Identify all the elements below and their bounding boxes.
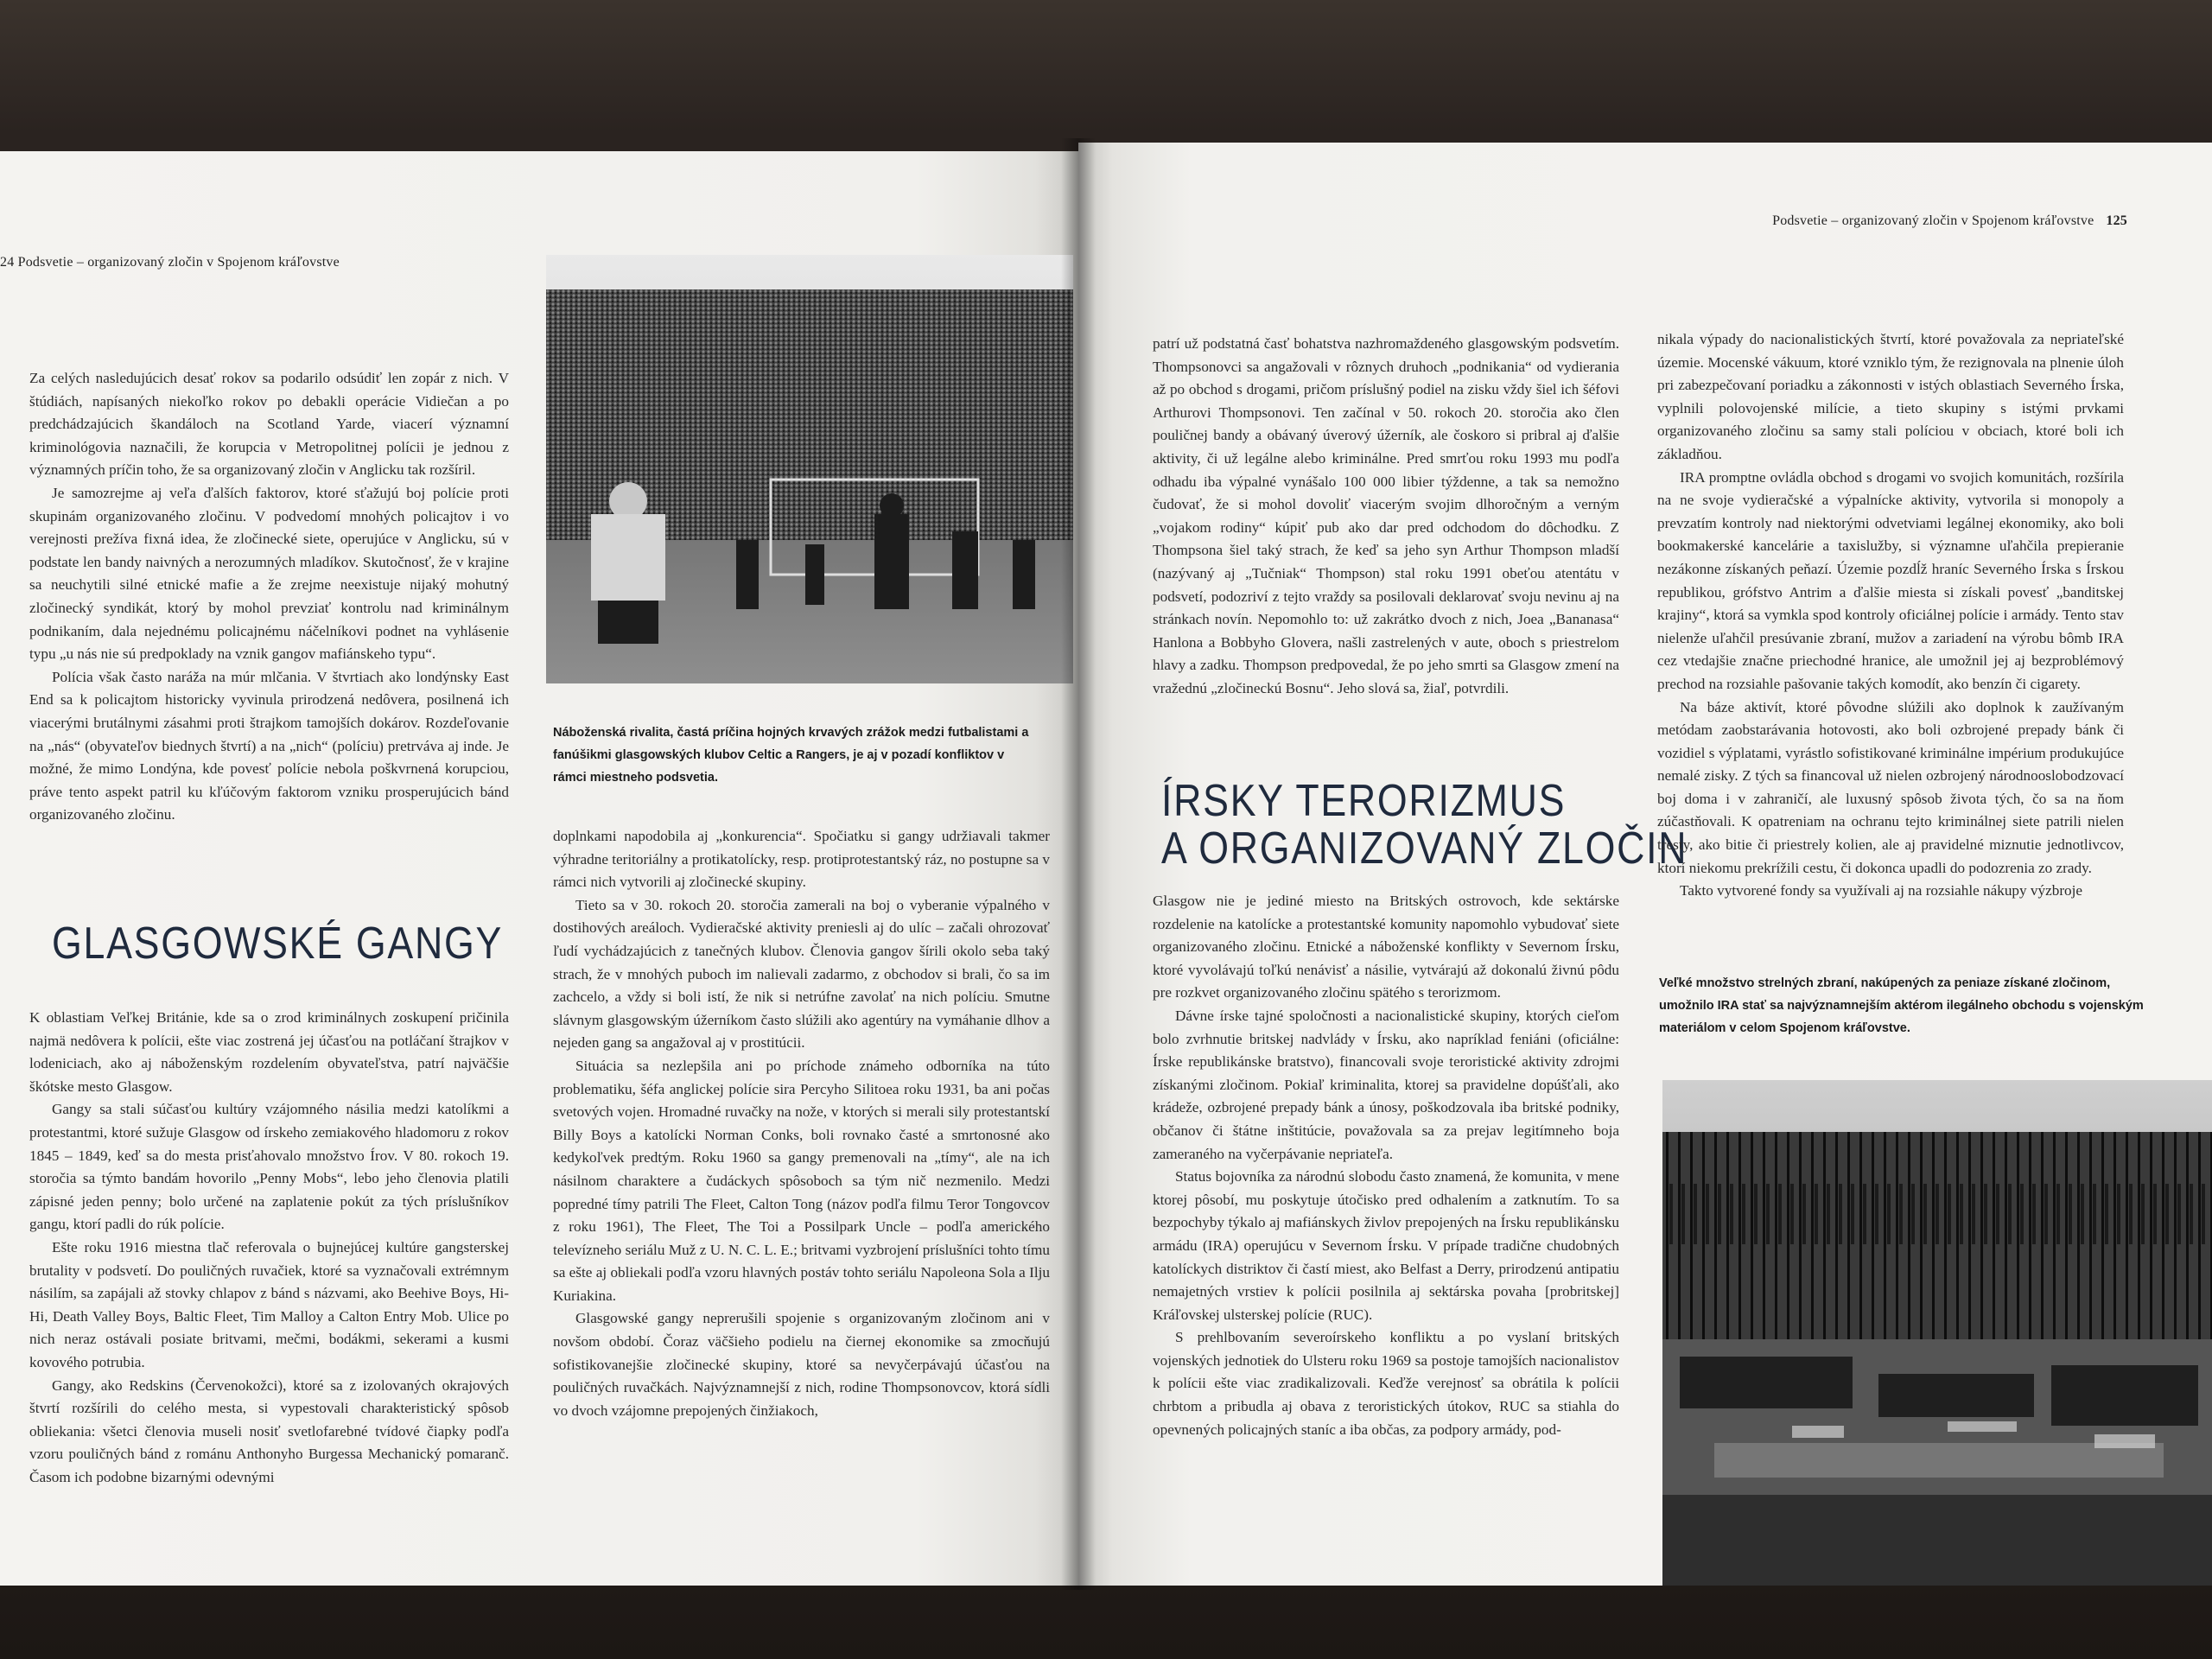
right-page	[1078, 143, 2212, 1586]
paragraph: Gangy sa stali súčasťou kultúry vzájomného násilia medzi katolíkmi a protestantmi, ktoré sužuje Glasgow od írskeho zemiakového hladomoru z rokov 1845 – 1849, keď sa do mesta prisťahovalo množstvo Írov. V 80. rokoch 19. storočia sa týmto bandám hovorilo „Penny Mobs“, lebo jeho členovia platili zápisné jeden penny; bolo určené na zaplatenie pokút za tých príslušníkov gangu, ktorí padli do rúk polície.	[29, 1101, 509, 1233]
heading-irish-line2: A ORGANIZOVANÝ ZLOČIN	[1161, 823, 1688, 874]
right-running-head	[1772, 213, 2127, 229]
left-photo-caption: Náboženská rivalita, častá príčina hojných krvavých zrážok medzi futbalistami a fanúšikmi glasgowských klubov Celtic a Rangers, je aj v pozadí konfliktov v rámci miestneho podsvetia.	[553, 726, 1029, 785]
left-page	[0, 151, 1078, 1586]
paragraph: Na báze aktivít, ktoré pôvodne slúžili ako doplnok k zaužívaným metódam zaobstarávania hotovosti, ako boli ozbrojené prepady bánk či vozidiel s výplatami, vyrástlo sofistikované kriminálne impérium produkujúce nemalé zisky. Z tých sa financoval už nielen ozbrojený národnooslobodzovací boj doma i v zahraničí, ale luxusný spôsob života tých, čo sa na ňom zúčastňovali. K opatreniam na ochranu tejto kriminálnej siete patrili nielen tresty, ako bitie či priestrely kolien, ale aj pravidelné miznutie jednotlivcov, ktorí niekomu prekrížili cestu, či dokonca upadli do podozrenia zo zrady.	[1657, 698, 2124, 876]
right-running-head-text: Podsvetie – organizovaný zločin v Spojenom kráľovstve	[1772, 213, 2094, 228]
paragraph: Dávne írske tajné spoločnosti a nacionalistické skupiny, ktorých cieľom bolo zvrhnutie britskej nadvlády v Írsku, ako napríklad feniáni (oficiálne: Írske republikánske bratstvo), financovali svoje teroristické aktivity zdrojmi získanými zločinom. Pokiaľ kriminalita, ktorej sa pravidelne dopúšťali, ako krádeže, ozbrojené prepady bánk a únosy, poškodzovala iba britské podniky, občanov či štátne inštitúcie, považovala sa za prejav legitímneho boja zameraného na vyčerpávanie nepriateľa.	[1153, 1007, 1619, 1162]
paragraph: Glasgow nie je jediné miesto na Britských ostrovoch, kde sektárske rozdelenie na katolícke a protestantské komunity napomohlo vybudovať siete organizovaného zločinu. Etnické a náboženské konflikty v Severnom Írsku, ktoré vyvolávajú toľkú nenávisť a násilie, vytvárajú až dokonalú živnú pôdu pre rozkvet organizovaného zločinu spätého s terorizmom.	[1153, 893, 1619, 1001]
paragraph: patrí už podstatná časť bohatstva nazhromaždeného glasgowským podsvetím. Thompsonovci sa angažovali v rôznych druhoch „podnikania“ od vydierania až po obchod s drogami, pričom príslušný podiel na zisku vždy šiel ich šéfovi Arthurovi Thompsonovi. Ten začínal v 50. rokoch 20. storočia ako člen pouličnej bandy a obávaný úverový úžerník, ale čoskoro si pribral aj ďalšie aktivity, či už legálne alebo kriminálne. Pred smrťou roku 1993 mu podľa odhadu iba výpalné vynášalo 100 000 libier týždenne, a tak sa nemožno čudovať, že si mohol dovoliť viacerým svojim dlhoročným a verným „vojakom rodiny“ kúpiť pub ako dar pred odchodom do dôchodku. Z Thompsona šiel taký strach, že keď sa jeho syn Arthur Thompson mladší (nazývaný aj „Tučniak“ Thompson) stal roku 1991 obeťou atentátu v podsvetí, podozriví z tejto vraždy sa posilovali deklarovať svoju nevinu aj na stránkach novín. Nepomohlo to: už zakrátko dvoch z nich, Joea „Bananasa“ Hanlona a Bobbyho Glovera, našli zastrelených v aute, oboch s priestrelom hlavy a zadku. Thompson predpovedal, že po jeho smrti sa Glasgow zmení na vražednú „zločineckú Bosnu“. Jeho slová sa, žiaľ, potvrdili.	[1153, 335, 1619, 696]
paragraph: doplnkami napodobila aj „konkurencia“. Spočiatku si gangy udržiavali takmer výhradne teritoriálny a protikatolícky, resp. protiprotestantský ráz, no postupne sa v rámci nich vytvorili aj zločinecké skupiny.	[553, 828, 1050, 891]
paragraph: Status bojovníka za národnú slobodu často znamená, že komunita, v mene ktorej pôsobí, mu poskytuje útočisko pred odhalením a zatknutím. To sa bezpochyby týkalo aj mafiánskych živlov prepojených na Írsku republikánsku armádu (IRA) operujúcu v Severnom Írsku. V prípade tradične chudobných katolíckych distriktov či častí miest, ako Belfast a Derry, prirodzenú antipatiu nemajetných vrstiev k polícii posilnila aj sektárska povaha [probritskej] Kráľovskej ulsterskej polície (RUC).	[1153, 1168, 1619, 1323]
paragraph: Gangy, ako Redskins (Červenokožci), ktoré sa z izolovaných okrajových štvrtí rozšírili do celého mesta, si vypestovali charakteristický spôsob obliekania: všetci členovia museli nosiť svetlofarebné tvídové čiapky podľa vzoru pouličných bánd z románu Anthonyho Burgessa Mechanický pomaranč. Časom ich podobne bizarnými odevnými	[29, 1376, 509, 1485]
paragraph: nikala výpady do nacionalistických štvrtí, ktoré považovala za nepriateľské územie. Mocenské vákuum, ktoré vzniklo tým, že rezignovala na plnenie úloh pri zabezpečovaní poriadku a zákonnosti v istých oblastiach Severného Írska, vyplnili polovojenské milície, a tieto skupiny s istými prvkami organizovaného zločinu sa samy stali políciou v obciach, ktoré boli ich základňou.	[1657, 331, 2124, 462]
right-column-1-bottom	[1153, 890, 1619, 1441]
left-column-1-top	[29, 367, 509, 827]
left-column-1-bottom	[29, 1007, 509, 1489]
page-number: 125	[2106, 213, 2127, 228]
section-heading-irish	[1161, 778, 1688, 872]
paragraph: S prehlbovaním severoírskeho konfliktu a po vyslaní britských vojenských jednotiek do Ulsteru roku 1969 sa postoje tamojších nacionalistov k polícii ešte viac zradikalizovali. Keďže verejnosť sa obrátila k polícii chrbtom a pribudla aj obava z teroristických útokov, RUC sa stiahla do opevnených policajných staníc a iba občas, za podpory armády, pod-	[1153, 1329, 1619, 1438]
right-photo-caption: Veľké množstvo strelných zbraní, nakúpených za peniaze získané zločinom, umožnilo IRA stať sa najvýznamnejším aktérom ilegálneho obchodu s vojenským materiálom v celom Spojenom kráľovstve.	[1659, 976, 2144, 1035]
paragraph: Je samozrejme aj veľa ďalších faktorov, ktoré sťažujú boj polície proti skupinám organizovaného zločinu. V podvedomí mnohých policajtov i vo verejnosti prežíva fixná idea, že zločinecké siete, operujúce v Anglicku, sú v podstate len bandy naivných a nerozumných mladíkov. Skutočnosť, že v krajine sa neuchytili silné etnické mafie a že zrejme neexistuje nijaký mohutný zločinecký syndikát, ktorý by mohol prevziať kontrolu nad kriminálnym podnikaním, dala nejednému policajnému náčelníkovi podnet na vyhlásenie typu „u nás nie sú predpoklady na vznik gangov mafiánskeho typu“.	[29, 484, 509, 663]
football-crowd-photo	[546, 255, 1073, 683]
paragraph: Ešte roku 1916 miestna tlač referovala o bujnejúcej kultúre gangsterskej brutality v podsvetí. Do pouličných ruvačiek, ktoré sa vyznačovali extrémnym násilím, sa zapájali až stovky chlapov z bánd s názvami, ako Beehive Boys, Hi-Hi, Death Valley Boys, Baltic Fleet, Tim Malloy a Calton Entry Mob. Ulice po nich neraz ostávali posiate britvami, mečmi, bodákmi, sekerami a kusmi kovového potrubia.	[29, 1238, 509, 1370]
paragraph: Polícia však často naráža na múr mlčania. V štvrtiach ako londýnsky East End sa k policajtom historicky vyvinula prirodzená nedôvera, posilnená ich viacerými brutálnymi zásahmi proti štrajkom tamojších dokárov. Rozdeľovanie na „nás“ (obyvateľov biednych štvrtí) a na „nich“ (políciu) pretrváva aj inde. Je možné, že mimo Londýna, kde povesť polície nebola poškvrnená korupciou, práve tento aspekt patril ku kľúčovým faktorom vzniku prosperujúcich bánd organizovaného zločinu.	[29, 668, 509, 823]
weapons-cache-photo	[1662, 1080, 2212, 1586]
book-gutter	[1061, 138, 1096, 1590]
paragraph: Takto vytvorené fondy sa využívali aj na rozsiahle nákupy výzbroje	[1680, 882, 2083, 899]
paragraph: Glasgowské gangy neprerušili spojenie s organizovaným zločinom ani v novšom období. Čoraz väčšieho podielu na čiernej ekonomike sa zmocňujú sofistikovanejšie zločinecké skupiny, ktoré sa nevyčerpávajú účasťou na pouličných ruvačkách. Najvýznamnejší z nich, rodine Thompsonovcov, ktorá sídli vo dvoch vzájomne prepojených činžiakoch,	[553, 1310, 1050, 1419]
right-column-2	[1657, 328, 2124, 903]
paragraph: Situácia sa nezlepšila ani po príchode známeho odborníka na túto problematiku, šéfa anglickej polície sira Percyho Silitoea roku 1931, ba ani počas svetových vojen. Hromadné ruvačky na nože, v ktorých si merali sily protestantskí Billy Boys a katolícki Norman Conks, boli rovnako časté a smrtonosné ako kedykoľvek predtým. Roku 1960 sa gangy premenovali na „tímy“, ale na ich násilnom charaktere a čudáckych spôsoboch sa tým nič nezmenilo. Medzi popredné tímy patrili The Fleet, Calton Tong (názov podľa filmu Teror Tongovcov z roku 1961), The Fleet, The Toi a Possilpark Uncle – podľa amerického televízneho seriálu Muž z U. N. C. L. E.; britvami vyzbrojení príslušníci tohto tímu sa ešte aj obliekali podľa vzoru hlavných postáv tohto seriálu Napoleona Sola a Ilju Kuriakina.	[553, 1057, 1050, 1304]
paragraph: IRA promptne ovládla obchod s drogami vo svojich komunitách, rozšírila na ne svoje vydieračské a výpalnícke aktivity, vytvorila si monopoly a prevzatím kontroly nad niektorými odvetviami legálnej ekonomiky, ako boli bookmakerské kancelárie a taxislužby, si významne uľahčila prepieranie nezákonne získaných peňazí. Územie pozdĺž hraníc Severného Írska s Írskou republikou, grófstvo Antrim a ďalšie miesta si získali povesť „banditskej krajiny“, ktorá sa vymkla spod kontroly oficiálnej polície i armády. Tento stav nielenže uľahčil presúvanie zbraní, mužov a zariadení na výrobu bômb IRA cez vtedajšie značne priechodné hranice, ale umožnil jej aj bezproblémový prechod na rozsiahle pašovanie takých komodít, ako benzín či cigarety.	[1657, 468, 2124, 692]
section-heading-glasgow: GLASGOWSKÉ GANGY	[52, 918, 504, 969]
heading-irish-line1: ÍRSKY TERORIZMUS	[1161, 776, 1567, 826]
paragraph: Za celých nasledujúcich desať rokov sa podarilo odsúdiť len zopár z nich. V štúdiách, napísaných niekoľko rokov po debakli operácie Vidiečan a po predchádzajúcich škandáloch na Scotland Yarde, viacerí významní kriminológovia naznačili, že korupcia v Metropolitnej polícii je jednou z významných príčin toho, že sa organizovaný zločin v Anglicku tak rozšíril.	[29, 370, 509, 479]
paragraph: Tieto sa v 30. rokoch 20. storočia zamerali na boj o vyberanie výpalného v dostihových areáloch. Vydieračské aktivity preniesli aj do ulíc – začali ohrozovať ľudí vychádzajúcich z tanečných klubov. Členovia gangov šírili okolo seba taký strach, že v mnohých puboch im nalievali zadarmo, z obchodov si brali, čo sa im zachcelo, a vždy si boli istí, že nik si netrúfne zavolať na nich políciu. Smutne slávnym glasgowským úžerníkom často slúžili ako agentúry na vymáhanie dlhov a nejeden gang sa angažoval aj v prostitúcii.	[553, 896, 1050, 1052]
left-running-head: 24 Podsvetie – organizovaný zločin v Spojenom kráľovstve	[0, 255, 340, 270]
paragraph: K oblastiam Veľkej Británie, kde sa o zrod kriminálnych zoskupení pričinila najmä nedôvera k polícii, ešte viac zostrená jej účasťou na potláčaní štrajkov v lodeniciach, ako aj náboženským rozdelením obyvateľstva, patrí najväčšie škótske mesto Glasgow.	[29, 1009, 509, 1095]
right-column-1-top	[1153, 333, 1619, 701]
left-column-2	[553, 825, 1050, 1422]
